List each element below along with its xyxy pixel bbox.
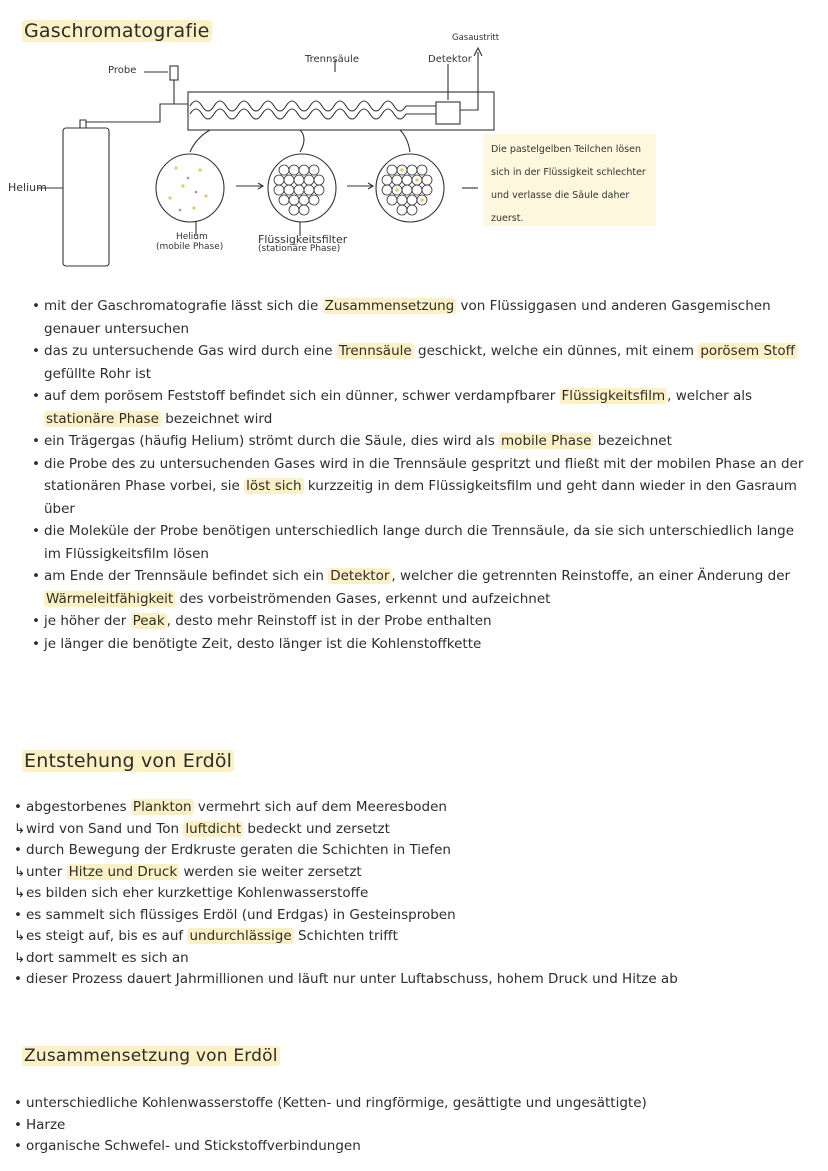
- list-item: ↳ unter Hitze und Druck werden sie weiter zersetzt: [14, 863, 362, 880]
- stationary-phase-circle: [268, 154, 336, 222]
- label-helium-cylinder: Helium: [8, 181, 47, 194]
- list-item: • organische Schwefel- und Stickstoffverbindungen: [14, 1138, 361, 1154]
- list-item: • Harze: [14, 1116, 66, 1133]
- label-probe: Probe: [108, 65, 137, 76]
- mobile-phase-circle: [156, 154, 224, 222]
- list-item: • abgestorbenes Plankton vermehrt sich auf dem Meeresboden: [14, 799, 447, 815]
- gc-bullet-list: [32, 295, 814, 655]
- detector: [436, 102, 460, 124]
- list-item: • je höher der Peak , desto mehr Reinstoff ist in der Probe enthalten: [32, 613, 492, 629]
- list-item: • unterschiedliche Kohlenwasserstoffe (Ketten- und ringförmige, gesättigte und ungesättigte): [14, 1095, 647, 1111]
- section-title-erdoel-entstehung: Entstehung von Erdöl: [24, 750, 233, 772]
- label-trennsaeule: Trennsäule: [305, 54, 359, 65]
- list-item: • durch Bewegung der Erdkruste geraten die Schichten in Tiefen: [14, 842, 451, 858]
- section-title-erdoel-zusammensetzung: Zusammensetzung von Erdöl: [24, 1046, 278, 1066]
- list-item: • ein Trägergas (häufig Helium) strömt durch die Säule, dies wird als mobile Phase bezeichnet: [32, 433, 672, 449]
- list-item: • dieser Prozess dauert Jahrmillionen und läuft nur unter Luftabschuss, hohem Druck und Hitze ab: [14, 971, 678, 987]
- diagram-note: Die pastelgelben Teilchen lösen sich in der Flüssigkeit schlechter und verlasse die Säule daher zuerst.: [483, 134, 656, 226]
- list-item: • es sammelt sich flüssiges Erdöl (und Erdgas) in Gesteinsproben: [14, 906, 456, 923]
- list-item: • mit der Gaschromatografie lässt sich die Zusammensetzung von Flüssiggasen und anderen Gasgemischen genauer untersuchen: [32, 298, 771, 337]
- list-item: ↳ es steigt auf, bis es auf undurchlässige Schichten trifft: [14, 928, 398, 944]
- oil-formation-list: [14, 797, 806, 991]
- label-stationaere-phase: (stationäre Phase): [258, 244, 341, 254]
- list-item: • auf dem porösem Feststoff befindet sich ein dünner, schwer verdampfbarer Flüssigkeitsfilm , welcher als stationäre Phase bezeichnet wird: [32, 388, 753, 427]
- label-mobile-phase: (mobile Phase): [156, 242, 224, 252]
- list-item: • je länger die benötigte Zeit, desto länger ist die Kohlenstoffkette: [32, 635, 482, 652]
- oil-composition-list: [14, 1093, 816, 1158]
- separated-phase-circle: [376, 154, 444, 222]
- list-item: • am Ende der Trennsäule befindet sich ein Detektor , welcher die getrennten Reinstoffe, an einer Änderung der Wärmeleitfähigkeit des vorbeiströmenden Gases, erkennt und aufzeichnet: [32, 568, 791, 607]
- separation-column: [190, 101, 436, 111]
- helium-cylinder: [63, 128, 109, 266]
- label-helium: Helium: [176, 232, 208, 242]
- list-item: ↳ wird von Sand und Ton luftdicht bedeckt und zersetzt: [14, 820, 390, 837]
- label-fluessigkeitsfilter: Flüssigkeitsfilter: [258, 233, 348, 246]
- list-item: • die Moleküle der Probe benötigen unterschiedlich lange durch die Trennsäule, da sie sich unterschiedlich lange im Flüssigkeitsfilm lösen: [32, 523, 795, 562]
- list-item: ↳ es bilden sich eher kurzkettige Kohlenwasserstoffe: [14, 885, 369, 901]
- list-item: • die Probe des zu untersuchenden Gases wird in die Trennsäule gespritzt und fließt mit der mobilen Phase an der stationären Phase vorbei, sie löst sich kurzzeitig in dem Flüssigkeitsfilm und geht dann wieder in den Gasraum über: [32, 455, 804, 517]
- list-item: ↳ dort sammelt es sich an: [14, 949, 189, 966]
- list-item: • das zu untersuchende Gas wird durch eine Trennsäule geschickt, welche ein dünnes, mit einem porösem Stoff gefüllte Rohr ist: [32, 343, 795, 382]
- section-title-gaschromatografie: Gaschromatografie: [24, 20, 210, 42]
- label-detektor: Detektor: [428, 54, 472, 65]
- probe-injector: [170, 66, 178, 80]
- label-gasaustritt: Gasaustritt: [452, 33, 500, 43]
